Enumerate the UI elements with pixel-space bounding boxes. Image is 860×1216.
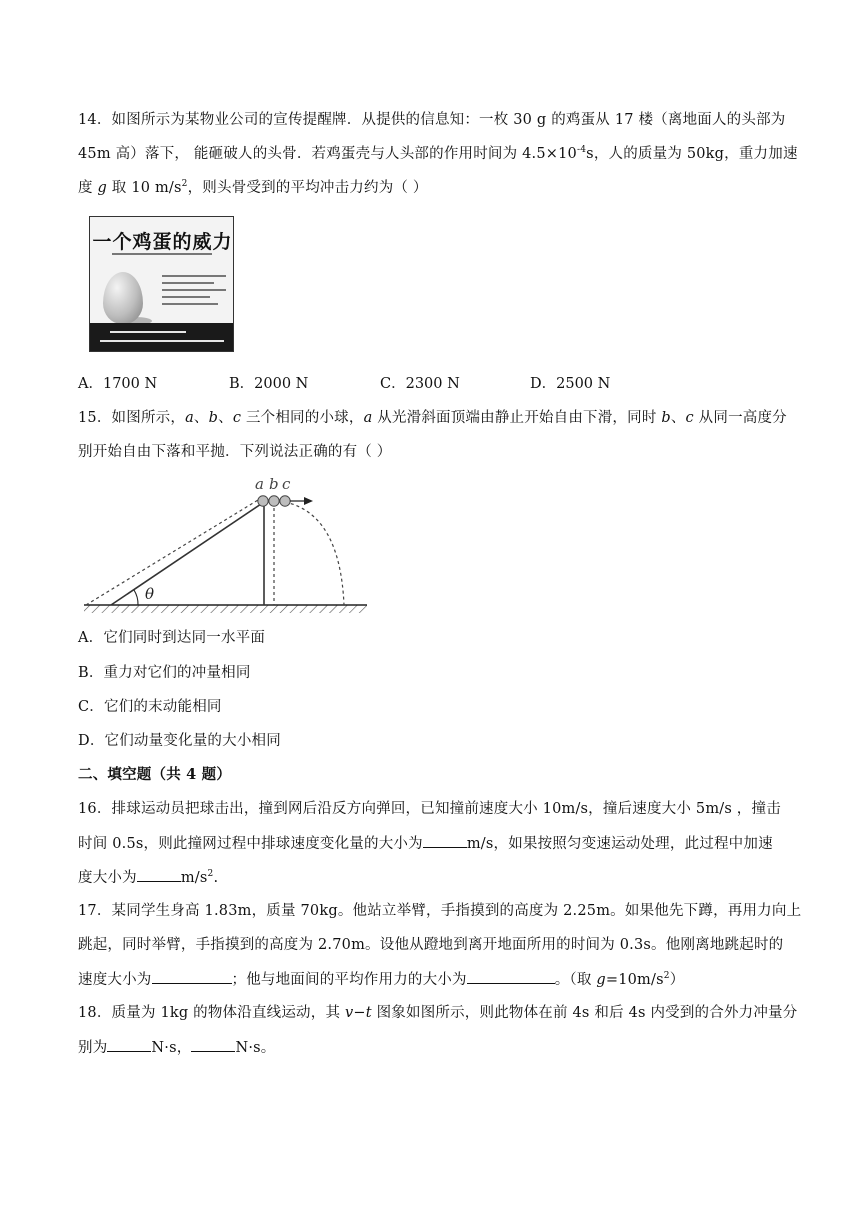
q14-option-a: A．1700 N	[78, 376, 158, 392]
q17-blank-2[interactable]	[467, 969, 555, 984]
q18-blank-2[interactable]	[191, 1037, 235, 1052]
ball-a	[258, 496, 268, 506]
q14-line-1: 14．如图所示为某物业公司的宣传提醒牌．从提供的信息知：一枚 30 g 的鸡蛋从 17 楼（离地面人的头部为	[78, 112, 786, 128]
q15-line-1: 15．如图所示，a、b、c 三个相同的小球，a 从光滑斜面顶端由静止开始自由下滑，同时 b、c 从同一高度分	[78, 410, 787, 426]
ball-b	[269, 496, 279, 506]
q18-line-2: 别为 N·s， N·s。	[78, 1037, 784, 1058]
q17-line-1: 17．某同学生身高 1.83m，质量 70kg。他站立举臂，手指摸到的高度为 2.25m。如果他先下蹲，再用力向上	[78, 903, 802, 919]
q15-option-a: A．它们同时到达同一水平面	[78, 630, 266, 646]
ball-a-label: a	[255, 475, 264, 493]
incline-surface	[111, 502, 264, 605]
ball-c-label: c	[282, 475, 291, 493]
ground-hatching	[84, 605, 367, 613]
egg-warning-poster-image	[89, 216, 234, 352]
q14-option-c: C．2300 N	[380, 376, 460, 392]
q16-blank-1[interactable]	[423, 833, 467, 848]
q14-line-3: 度 g 取 10 $m/s^2$，则头骨受到的平均冲击力约为（ ）	[78, 179, 428, 196]
q15-option-c: C．它们的末动能相同	[78, 699, 222, 715]
poster-subtitle-scribble	[90, 253, 234, 259]
poster-footer-bar	[90, 323, 234, 351]
q14-options	[78, 374, 778, 394]
q15-option-b: B．重力对它们的冲量相同	[78, 665, 251, 681]
poster-body-scribble	[162, 275, 226, 310]
q16-blank-2[interactable]	[137, 867, 181, 882]
q14-option-b: B．2000 N	[229, 376, 309, 392]
section-title-fill-in: 二、填空题（共 4 题）	[78, 766, 232, 783]
velocity-arrow-head	[304, 497, 313, 505]
q16-line-3: 度大小为 $m/s^2$.	[78, 867, 784, 888]
theta-angle-arc	[134, 590, 138, 605]
q17-line-3: 速度大小为 ；他与地面间的平均作用力的大小为 。（取 $g=10m/s^2$）	[78, 969, 784, 990]
q16-line-1: 16．排球运动员把球击出，撞到网后沿反方向弹回，已知撞前速度大小 10m/s，撞后速度大小 5m/s ，撞击	[78, 801, 781, 817]
q17-line-2: 跳起，同时举臂，手指摸到的高度为 2.70m。设他从蹬地到离开地面所用的时间为 0.3s。他刚离地跳起时的	[78, 937, 784, 953]
ball-a-path-dashed	[86, 500, 258, 605]
incline-projectile-diagram	[82, 474, 372, 616]
ball-c	[280, 496, 290, 506]
poster-title: 一个鸡蛋的威力	[92, 231, 233, 253]
ball-b-label: b	[269, 475, 279, 493]
q15-option-d: D．它们动量变化量的大小相同	[78, 733, 281, 749]
egg-icon	[103, 272, 143, 324]
q18-line-1: 18．质量为 1kg 的物体沿直线运动，其 v−t 图象如图所示，则此物体在前 4s 和后 4s 内受到的合外力冲量分	[78, 1005, 798, 1021]
theta-label: θ	[145, 585, 155, 603]
q17-blank-1[interactable]	[152, 969, 232, 984]
q15-line-2: 别开始自由下落和平抛．下列说法正确的有（ ）	[78, 444, 392, 460]
q14-line-2: 45m 高）落下， 能砸破人的头骨．若鸡蛋壳与人头部的作用时间为 $4.5\times 10^{-4}s$，人的质量为 50kg，重力加速	[78, 145, 798, 162]
ball-c-path-dashed	[285, 502, 344, 605]
q16-line-2: 时间 0.5s，则此撞网过程中排球速度变化量的大小为 m/s，如果按照匀变速运动处理，此过程中加速	[78, 833, 784, 854]
q18-blank-1[interactable]	[107, 1037, 151, 1052]
q14-option-d: D．2500 N	[530, 376, 611, 392]
